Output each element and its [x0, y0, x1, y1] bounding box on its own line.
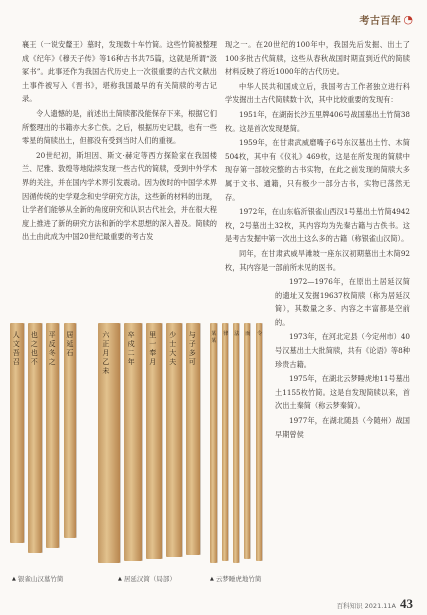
bamboo-slip — [98, 323, 120, 563]
slip-inscription: 律 — [223, 331, 229, 337]
magazine-section-logo — [359, 12, 413, 27]
caption-triangle-icon: ▲ — [210, 575, 214, 582]
slip-inscription: 平反冬之 — [48, 331, 56, 366]
page-number: 43 — [400, 596, 413, 611]
journal-issue: 百科知识 2021.11A — [336, 602, 396, 610]
bamboo-slip — [222, 323, 228, 561]
body-paragraph: 现之一。在20世纪的100年中，我国先后发掘、出土了100多批古代简牍，这些从春秋战国时期直到近代的简牍材料反映了将近1000年的古代历史。 — [225, 40, 410, 77]
body-paragraph: 中华人民共和国成立后，我国考古工作者独立进行科学发掘出土古代简牍数十次，其中比较重要的发现有： — [225, 81, 410, 105]
body-paragraph: 同年，在甘肃武威旱滩坡一座东汉初期墓出土木简92枚，其内容是一部前所未见的医书。 — [225, 248, 410, 272]
bamboo-slips-photo — [10, 323, 295, 568]
bamboo-slip — [146, 323, 162, 559]
bamboo-slip — [256, 323, 262, 561]
body-paragraph: 1959年，在甘肃武威磨嘴子6号东汉墓出土竹、木简504枚，其中有《仪礼》469枚，这是在所发现的简牍中现存第一部较完整的古书实物，在此之前发现的简牍大多属于文书、通籍，只有极少一部分古书，实物已荡然无存。 — [225, 138, 410, 202]
bamboo-slip — [233, 323, 239, 563]
slip-inscription: 与子多可 — [188, 331, 196, 366]
bamboo-slip — [166, 323, 182, 557]
body-paragraph: 襄王（一说安釐王）墓时，发现数十车竹简。这些竹简被整理成《纪年》《穆天子传》等16种古书共75篇，这就是所谓“汲冢书”。此事还作为我国古代历史上一次很重要的古代文献出土事件被写入《晋书》，堪称我国最早的有关简牍的考古记录。 — [22, 40, 217, 104]
page-footer — [337, 596, 413, 612]
slip-inscription: 也之也不 — [30, 331, 38, 366]
body-paragraph: 1972年，在山东临沂银雀山西汉1号墓出土竹简4942枚，2号墓出土32枚，其内容均为先秦古籍与古佚书。这是考古发掘中第一次出土这么多的古籍（称银雀山汉简）。 — [225, 207, 410, 244]
bamboo-slip — [28, 323, 42, 553]
section-logo-text: 考古百年 — [359, 16, 402, 27]
slip-inscription: 令 — [257, 331, 263, 337]
body-paragraph: 1977年，在湖北随县（今随州）战国早期曾侯 — [275, 416, 410, 439]
bamboo-slip — [46, 323, 59, 548]
bamboo-slip — [210, 323, 217, 563]
slip-inscription: 人文吾召 — [12, 331, 20, 366]
bamboo-slip — [244, 323, 250, 559]
caption-text: 银雀山汉墓竹简 — [17, 575, 64, 583]
body-paragraph: 令人遗憾的是，前述出土简牍都没能保存下来，根据它们所整理出的书籍亦大多亡佚。之后，根据历史记载，也有一些零星的简牍出土，但都没有受到当时人们的重视。 — [22, 108, 217, 146]
slip-inscription: 居延石 — [66, 331, 74, 357]
slip-inscription: 某某 — [211, 331, 217, 344]
caption-juyan — [118, 574, 176, 583]
body-paragraph: 1973年，在河北定县（今定州市）40号汉墓出土大批简牍，共有《论语》等8种珍贵古籍。 — [275, 332, 410, 369]
caption-triangle-icon: ▲ — [12, 575, 16, 582]
slip-inscription: 里一奉月 — [149, 331, 157, 366]
slip-inscription: 而 — [245, 331, 251, 337]
caption-yinqueshan — [12, 574, 63, 583]
slip-inscription: 六正月乙未 — [102, 331, 110, 375]
caption-text: 居延汉简（局部） — [123, 575, 176, 583]
bamboo-slip — [10, 323, 24, 543]
slip-inscription: 卒戍二年 — [127, 331, 135, 366]
slip-inscription: 法 — [234, 331, 240, 337]
bamboo-slip — [124, 323, 142, 561]
body-paragraph: 1975年，在湖北云梦睡虎地11号墓出土1155枚竹简。这是自发现简牍以来，首次出土秦简（称云梦秦简）。 — [275, 374, 410, 411]
caption-text: 云梦睡虎地竹简 — [215, 575, 262, 583]
body-paragraph: 20世纪初，斯坦因、斯文·赫定等西方探险家在我国楼兰、尼雅、敦煌等地陆续发现一些古代的简牍，受到中外学术界的关注，并在国内学术界引发震动。因为彼时的中国学术界因循传统的史学观念和史学研究方法，这些新的材料的出现，让学者们能够从全新的角度研究和认识古代社会，并在很大程度上推进了新的研究方法和新的学术思想的深入普及。简牍的出土由此成为中国20世纪最重要的考古发 — [22, 150, 217, 242]
left-text-column — [22, 38, 217, 245]
body-paragraph: 1951年，在湖南长沙五里牌406号战国墓出土竹简38枚。这是首次发现楚简。 — [225, 109, 410, 133]
bamboo-slip — [186, 323, 200, 555]
caption-shuihudi — [210, 574, 261, 583]
section-logo-icon: ◔ — [403, 13, 413, 26]
bamboo-slip — [64, 323, 76, 538]
slip-inscription: 少士大夫 — [169, 331, 177, 366]
body-paragraph: 1972—1976年，在原出土居延汉简的遗址又发掘19637枚简牍（称为居延汉简），其数量之多、内容之丰富都是空前的。 — [275, 277, 410, 327]
caption-triangle-icon: ▲ — [118, 575, 122, 582]
